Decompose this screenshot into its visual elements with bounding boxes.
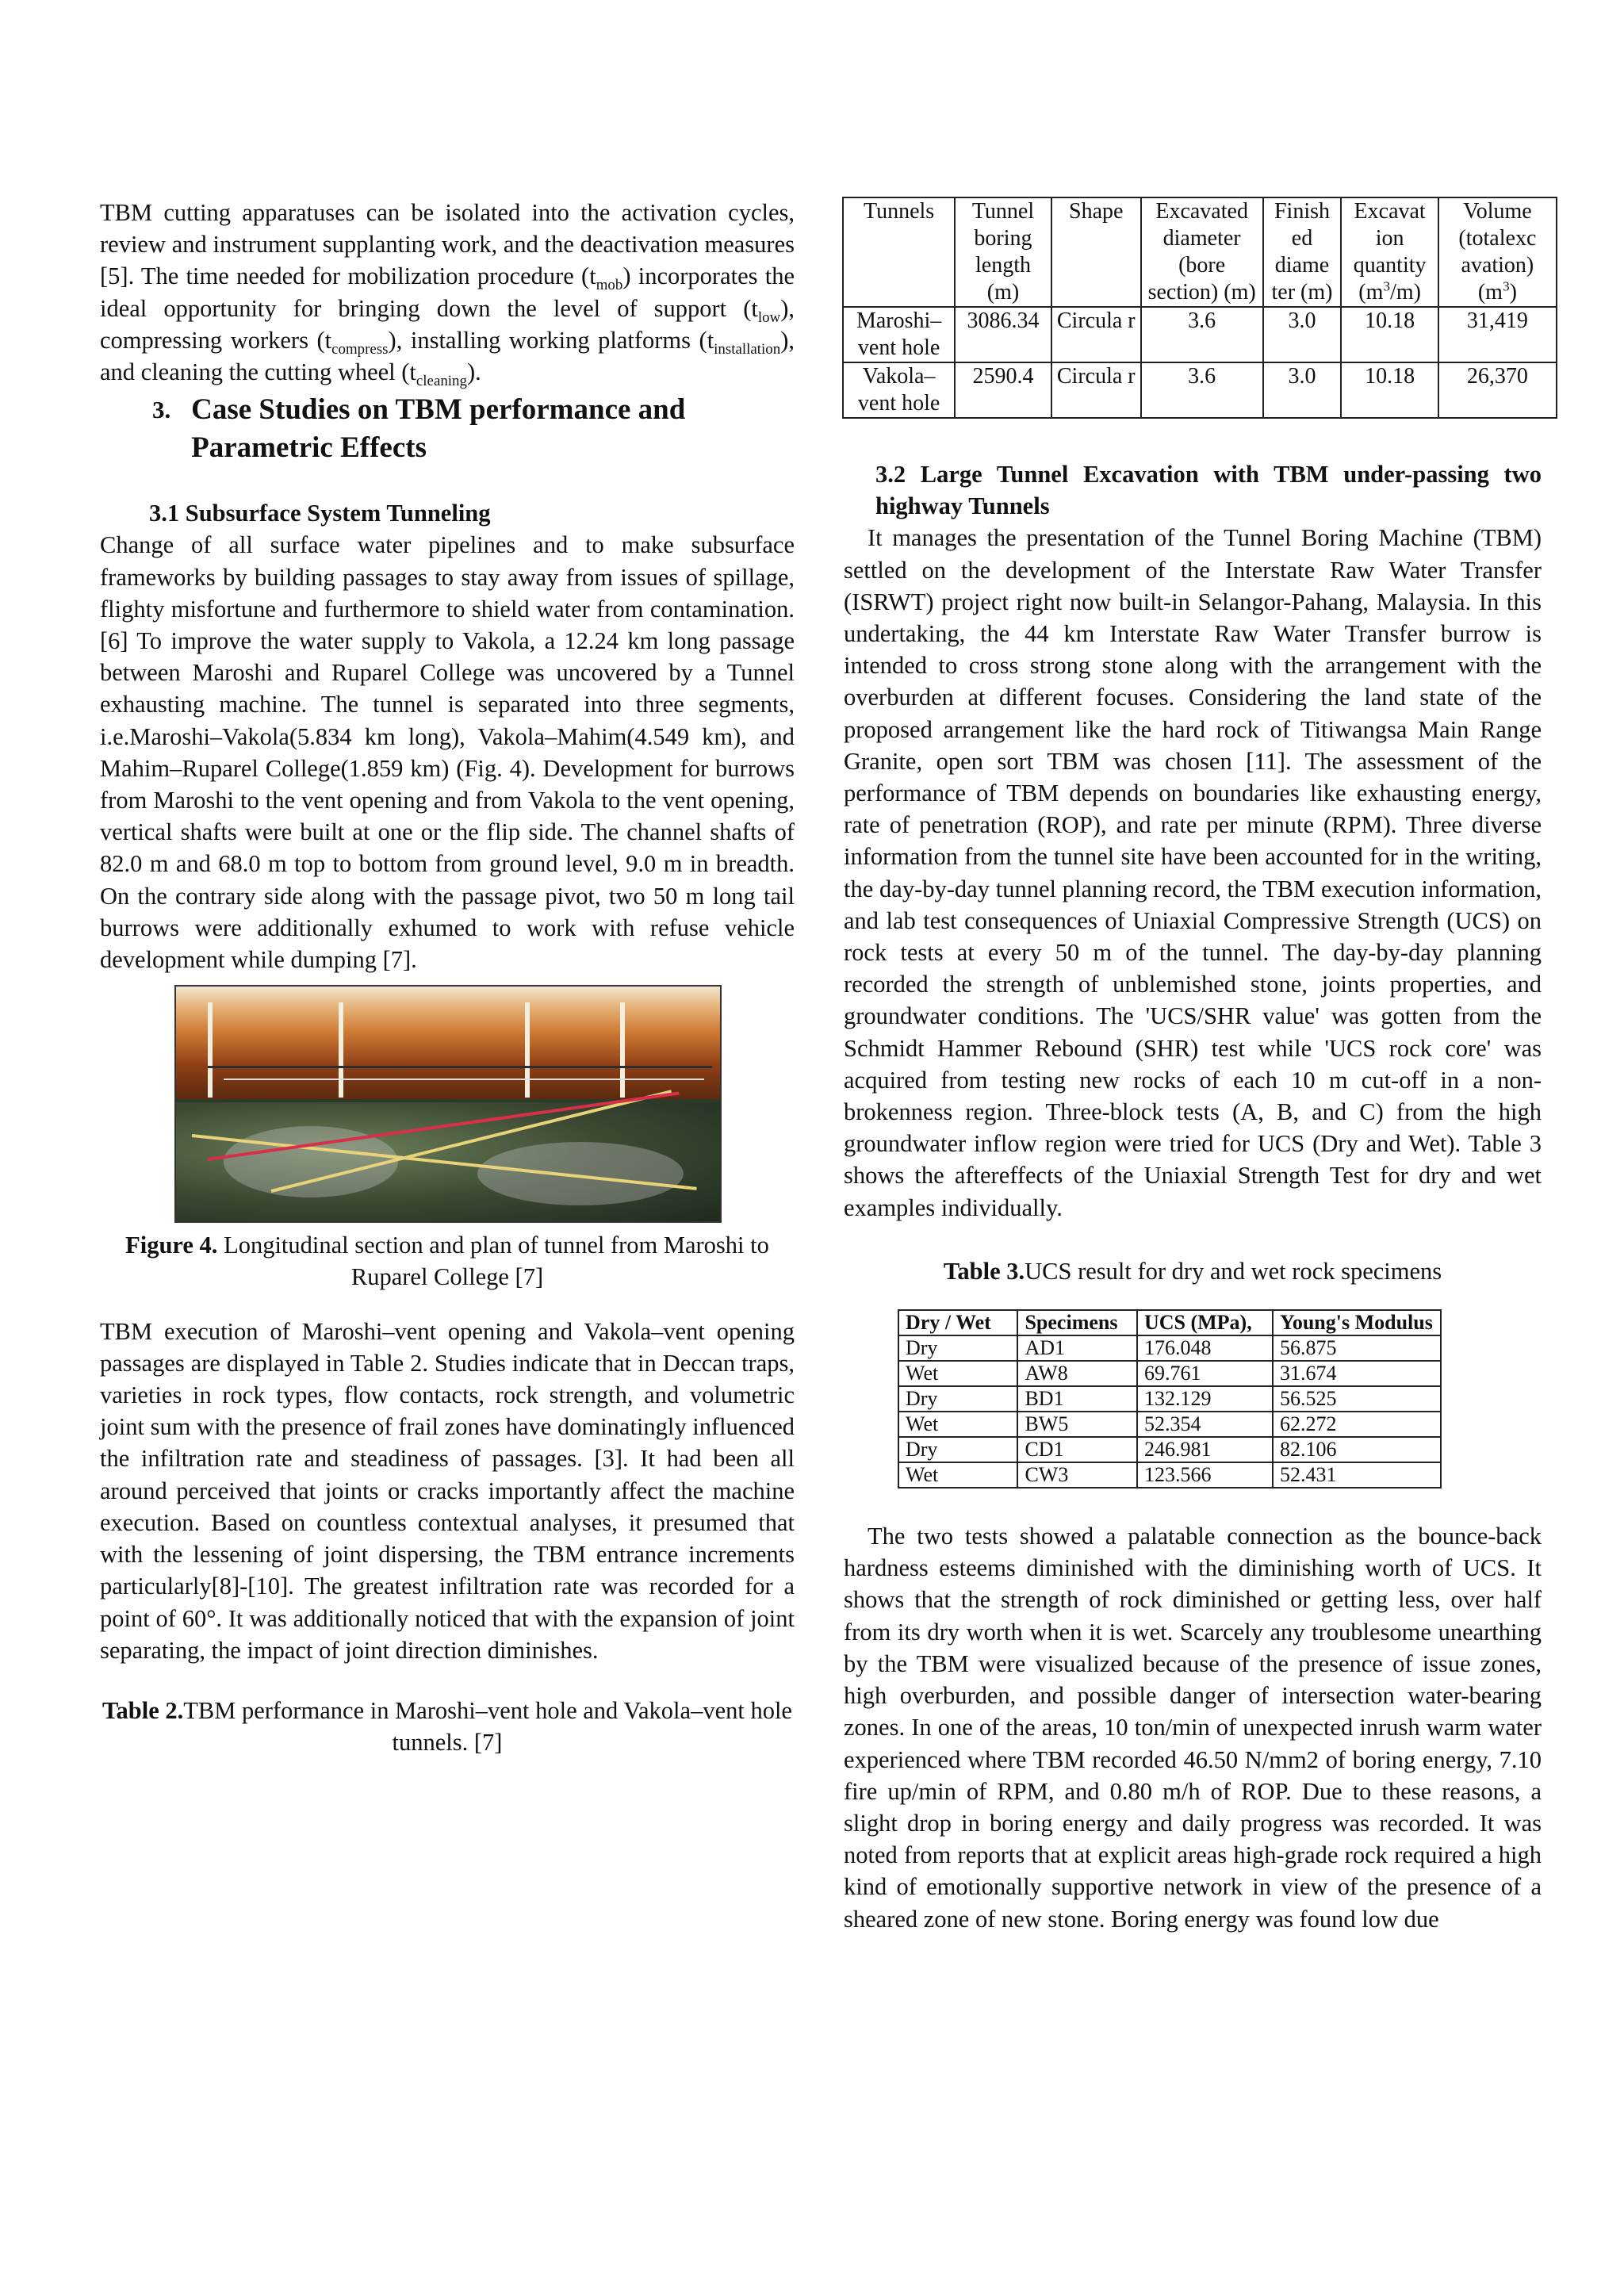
table-cell: 31,419 (1438, 307, 1557, 362)
table-2-caption: Table 2.TBM performance in Maroshi–vent hole and Vakola–vent hole tunnels. [7] (102, 1696, 792, 1757)
table-cell: 123.566 (1137, 1462, 1273, 1488)
table-cell: Dry (898, 1386, 1017, 1412)
table-cell: Dry (898, 1437, 1017, 1462)
table-cell: 10.18 (1341, 307, 1438, 362)
section-title: Case Studies on TBM performance and Parametric Effects (191, 393, 686, 465)
table-cell: Wet (898, 1361, 1017, 1386)
table-cell: 52.431 (1273, 1462, 1441, 1488)
table-cell: 56.525 (1273, 1386, 1441, 1412)
right-column (844, 197, 1542, 1935)
table-row (898, 1462, 1441, 1488)
table-2 (842, 197, 1557, 419)
table-cell: Wet (898, 1462, 1017, 1488)
section-number: 3. (152, 396, 171, 424)
figure-4-image (174, 985, 722, 1223)
table-header-cell: Tunnels (843, 197, 955, 307)
table-cell: 132.129 (1137, 1386, 1273, 1412)
table-3 (898, 1309, 1442, 1488)
table-header-cell: UCS (MPa), (1137, 1310, 1273, 1335)
table-header-cell: Volume (totalexc avation) $(m^3)$ (1438, 197, 1557, 307)
table-header-cell: Tunnel boring length (m) (955, 197, 1051, 307)
table-cell: 176.048 (1137, 1335, 1273, 1361)
paragraph-mobilization: TBM cutting apparatuses can be isolated into the activation cycles, review and instrument supplanting work, and the deactivation measures [5]. The time needed for mobilization procedure $(t_{mob})$ incorporates the ideal opportunity for bringing down the level of support $(t_{low})$, compressing workers $(t_{compress})$, installing working platforms $(t_{installation})$, and cleaning the cutting wheel $(t_{cleaning})$. (100, 199, 795, 390)
table-cell: 82.106 (1273, 1437, 1441, 1462)
table-header-cell: Finish ed diame ter (m) (1263, 197, 1342, 307)
table-row (898, 1335, 1441, 1361)
paragraph-subsurface: Change of all surface water pipelines and to make subsurface frameworks by building passages to stay away from issues of spillage, flighty misfortune and furthermore to shield water from contamination.[6] To improve the water supply to Vakola, a 12.24 km long passage between Maroshi and Ruparel College was uncovered by a Tunnel exhausting machine. The tunnel is separated into three segments, i.e.Maroshi–Vakola(5.834 km long), Vakola–Mahim(4.549 km), and Mahim–Ruparel College(1.859 km) (Fig. 4). Development for burrows from Maroshi to the vent opening and from Vakola to the vent opening, vertical shafts were built at one or the flip side. The channel shafts of 82.0 m and 68.0 m top to bottom from ground level, 9.0 m in breadth. On the contrary side along with the passage pivot, two 50 m long tail burrows were additionally exhumed to work with refuse vehicle development while dumping [7]. (100, 531, 795, 974)
table-row (898, 1386, 1441, 1412)
table-cell: 62.272 (1273, 1412, 1441, 1437)
table-cell: 10.18 (1341, 362, 1438, 418)
table-cell: AD1 (1017, 1335, 1136, 1361)
longitudinal-section-image (176, 987, 720, 1099)
table-cell: 26,370 (1438, 362, 1557, 418)
left-column (100, 197, 795, 1758)
table-cell: 246.981 (1137, 1437, 1273, 1462)
table-header-cell: Young's Modulus (1273, 1310, 1441, 1335)
table-cell: 31.674 (1273, 1361, 1441, 1386)
subsection-3-1-heading: 3.1 Subsurface System Tunneling (149, 500, 491, 527)
table-cell: Maroshi– vent hole (843, 307, 955, 362)
table-cell: Circula r (1051, 307, 1141, 362)
table-cell: 3.0 (1263, 307, 1342, 362)
table-header-cell: Excavated diameter (bore section) (m) (1141, 197, 1263, 307)
table-cell: 3.6 (1141, 307, 1263, 362)
table-cell: AW8 (1017, 1361, 1136, 1386)
subsection-3-2-heading: 3.2 Large Tunnel Excavation with TBM under-passing two highway Tunnels (875, 461, 1542, 520)
table-row (843, 362, 1557, 418)
section-3-heading (152, 391, 795, 467)
table-cell: 52.354 (1137, 1412, 1273, 1437)
table-cell: 3086.34 (955, 307, 1051, 362)
table-cell: 3.6 (1141, 362, 1263, 418)
table-cell: 3.0 (1263, 362, 1342, 418)
figure-4-caption: Figure 4. Longitudinal section and plan of tunnel from Maroshi to Ruparel College [7] (125, 1232, 769, 1291)
paragraph-ucs-results: The two tests showed a palatable connection as the bounce-back hardness esteems diminished with the diminishing worth of UCS. It shows that the strength of rock diminished or getting less, over half from its dry worth when it is wet. Scarcely any troublesome unearthing by the TBM were visualized because of the presence of issue zones, high overburden, and possible danger of intersection water-bearing zones. In one of the areas, 10 ton/min of unexpected inrush warm water experienced where TBM recorded 46.50 N/mm2 of boring energy, 7.10 fire up/min of RPM, and 0.80 m/h of ROP. Due to these reasons, a slight drop in boring energy and daily progress was recorded. It was noted from reports that at explicit areas high-grade rock required a high kind of emotionally supportive network in view of the presence of a sheared zone of new stone. Boring energy was found low due (844, 1523, 1542, 1933)
table-header-cell: Shape (1051, 197, 1141, 307)
table-header-cell: Specimens (1017, 1310, 1136, 1335)
tunnel-plan-map-image (176, 1102, 720, 1221)
table-row (843, 307, 1557, 362)
paragraph-isrwt: It manages the presentation of the Tunnel Boring Machine (TBM) settled on the development of the Interstate Raw Water Transfer (ISRWT) project right now built-in Selangor-Pahang, Malaysia. In this undertaking, the 44 km Interstate Raw Water Transfer burrow is intended to cross strong stone along with the arrangement with the overburden at different focuses. Considering the land state of the proposed arrangement like the hard rock of Titiwangsa Main Range Granite, open sort TBM was chosen [11]. The assessment of the performance of TBM depends on boundaries like exhausting energy, rate of penetration (ROP), and rate per minute (RPM). Three diverse information from the tunnel site have been accounted for in the writing, the day-by-day tunnel planning record, the TBM execution information, and lab test consequences of Uniaxial Compressive Strength (UCS) on rock tests at every 50 m of the tunnel. The day-by-day planning recorded the strength of unblemished stone, joints properties, and groundwater conditions. The 'UCS/SHR value' was gotten from the Schmidt Hammer Rebound (SHR) test while 'UCS rock core' was acquired from testing new rocks of each 10 m cut-off in a non-brokenness region. Three-block tests (A, B, and C) from the high groundwater inflow region were tried for UCS (Dry and Wet). Table 3 shows the aftereffects of the Uniaxial Strength Test for dry and wet examples individually. (844, 524, 1542, 1221)
table-3-caption: Table 3.UCS result for dry and wet rock specimens (943, 1257, 1442, 1285)
table-cell: 56.875 (1273, 1335, 1441, 1361)
table-header-cell: Dry / Wet (898, 1310, 1017, 1335)
table-cell: CW3 (1017, 1462, 1136, 1488)
table-header-cell: Excavat ion quantity $(m^3/m)$ (1341, 197, 1438, 307)
table-row (898, 1361, 1441, 1386)
table-row (898, 1437, 1441, 1462)
table-cell: CD1 (1017, 1437, 1136, 1462)
table-cell: BD1 (1017, 1386, 1136, 1412)
table-row (898, 1412, 1441, 1437)
table-cell: 2590.4 (955, 362, 1051, 418)
table-cell: Vakola– vent hole (843, 362, 955, 418)
table-cell: Circula r (1051, 362, 1141, 418)
table-cell: Dry (898, 1335, 1017, 1361)
table-cell: 69.761 (1137, 1361, 1273, 1386)
table-header-row (843, 197, 1557, 307)
paragraph-tbm-execution: TBM execution of Maroshi–vent opening and Vakola–vent opening passages are displayed in Table 2. Studies indicate that in Deccan traps, varieties in rock types, flow contacts, rock strength, and volumetric joint sum with the presence of frail zones have dominatingly influenced the infiltration rate and steadiness of passages. [3]. It had been all around perceived that joints or cracks importantly affect the machine execution. Based on countless contextual analyses, it presumed that with the lessening of joint dispersing, the TBM entrance increments particularly[8]-[10]. The greatest infiltration rate was recorded for a point of 60°. It was additionally noticed that with the expansion of joint separating, the impact of joint direction diminishes. (100, 1317, 795, 1664)
table-cell: BW5 (1017, 1412, 1136, 1437)
table-header-row (898, 1310, 1441, 1335)
table-cell: Wet (898, 1412, 1017, 1437)
